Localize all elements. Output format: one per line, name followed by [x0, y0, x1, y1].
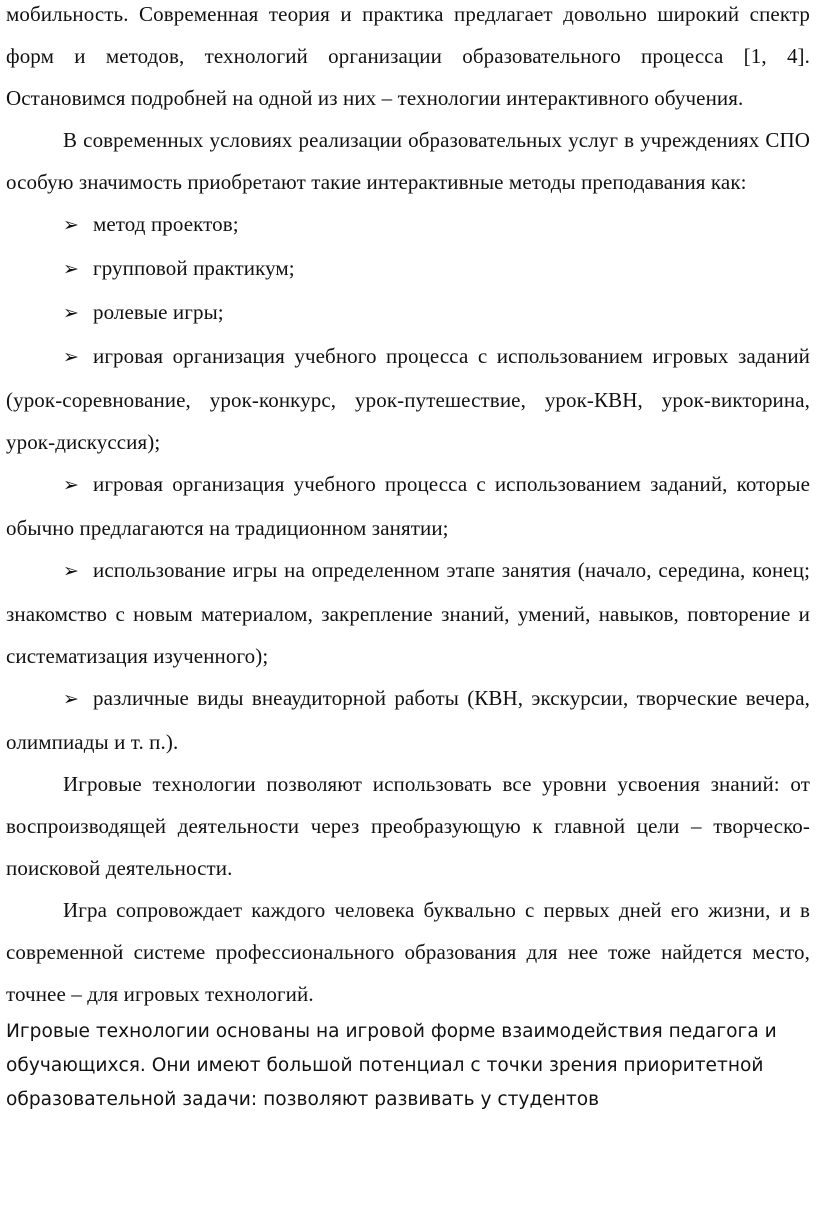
list-item-text: использование игры на определенном этапе занятия (начало, середина, конец; знакомство с новым материалом, закрепление знаний, умений, навыков, повторение и систематизация изученного);	[6, 558, 810, 668]
paragraph-game-tech-basis: Игровые технологии основаны на игровой форме взаимодействия педагога и обучающихся. Они имеют большой потенциал с точки зрения приоритетной образовательной задачи: позволяют развивать у студентов	[6, 1021, 777, 1110]
list-item-text: групповой практикум;	[93, 256, 295, 280]
paragraph-game-life: Игра сопровождает каждого человека буквально с первых дней его жизни, и в современной системе профессионального образования для нее тоже найдется место, точнее – для игровых технологий.	[6, 898, 810, 1006]
list-item	[6, 291, 810, 335]
bullet-arrow-icon: ➢	[63, 689, 80, 710]
list-item	[6, 549, 810, 677]
list-item-text: различные виды внеаудиторной работы (КВН, экскурсии, творческие вечера, олимпиады и т. п.).	[6, 686, 810, 754]
list-item	[6, 335, 810, 463]
paragraph-methods-intro: В современных условиях реализации образовательных услуг в учреждениях СПО особую значимость приобретают такие интерактивные методы преподавания как:	[6, 128, 810, 194]
methods-list	[6, 203, 810, 763]
bullet-arrow-icon: ➢	[63, 561, 80, 582]
bullet-arrow-icon: ➢	[63, 259, 80, 280]
list-item-text: метод проектов;	[93, 212, 239, 236]
bullet-arrow-icon: ➢	[63, 215, 80, 236]
list-item	[6, 247, 810, 291]
list-item	[6, 203, 810, 247]
list-item	[6, 677, 810, 763]
paragraph-intro: мобильность. Современная теория и практика предлагает довольно широкий спектр форм и методов, технологий организации образовательного процесса [1, 4]. Остановимся подробней на одной из них – технологии интерактивного обучения.	[6, 2, 810, 110]
list-item-text: ролевые игры;	[93, 300, 224, 324]
list-item-text: игровая организация учебного процесса с использованием игровых заданий (урок-соревнование, урок-конкурс, урок-путешествие, урок-КВН, урок-викторина, урок-дискуссия);	[6, 344, 810, 454]
bullet-arrow-icon: ➢	[63, 303, 80, 324]
list-item-text: игровая организация учебного процесса с использованием заданий, которые обычно предлагаются на традиционном занятии;	[6, 472, 810, 540]
bullet-arrow-icon: ➢	[63, 475, 80, 496]
bullet-arrow-icon: ➢	[63, 347, 80, 368]
list-item	[6, 463, 810, 549]
paragraph-game-tech-levels: Игровые технологии позволяют использовать все уровни усвоения знаний: от воспроизводящей деятельности через преобразующую к главной цели – творческо-поисковой деятельности.	[6, 772, 810, 880]
